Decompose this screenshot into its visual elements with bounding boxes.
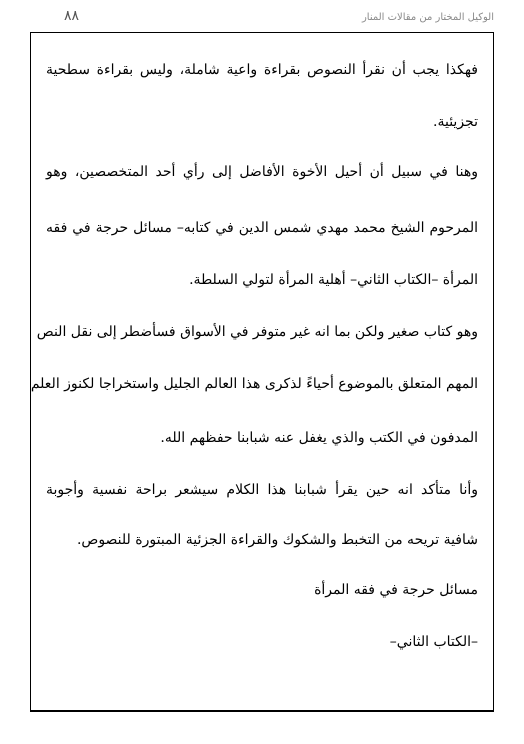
text-line: المدفون في الكتب والذي يغفل عنه شبابنا حفظهم الله. bbox=[160, 430, 478, 446]
page-header bbox=[38, 8, 494, 30]
section-subheading: –الكتاب الثاني– bbox=[389, 634, 478, 650]
text-line: المرأة –الكتاب الثاني– أهلية المرأة لتولي السلطة. bbox=[189, 272, 478, 288]
running-title: الوكيل المختار من مقالات المنار bbox=[361, 12, 494, 23]
text-line: وهو كتاب صغير ولكن بما انه غير متوفر في الأسواق فسأضطر إلى نقل النص bbox=[36, 324, 478, 340]
text-line: المهم المتعلق بالموضوع أحياءً لذكرى هذا العالم الجليل واستخراجا لكنوز العلم bbox=[30, 376, 478, 392]
text-line: تجزيئية. bbox=[433, 114, 478, 130]
text-line: المرحوم الشيخ محمد مهدي شمس الدين في كتابه– مسائل حرجة في فقه bbox=[46, 220, 478, 236]
page-frame bbox=[30, 32, 494, 712]
text-line: وهنا في سبيل أن أحيل الأخوة الأفاضل إلى رأي أحد المتخصصين، وهو bbox=[46, 164, 478, 180]
section-heading: مسائل حرجة في فقه المرأة bbox=[314, 582, 478, 598]
text-line: شافية تريحه من التخبط والشكوك والقراءة الجزئية المبتورة للنصوص. bbox=[76, 532, 478, 548]
text-line: وأنا متأكد انه حين يقرأ شبابنا هذا الكلام سيشعر براحة نفسية وأجوبة bbox=[46, 482, 478, 498]
text-line: فهكذا يجب أن نقرأ النصوص بقراءة واعية شاملة، وليس بقراءة سطحية bbox=[46, 62, 478, 78]
page-number: ٨٨ bbox=[64, 8, 80, 24]
